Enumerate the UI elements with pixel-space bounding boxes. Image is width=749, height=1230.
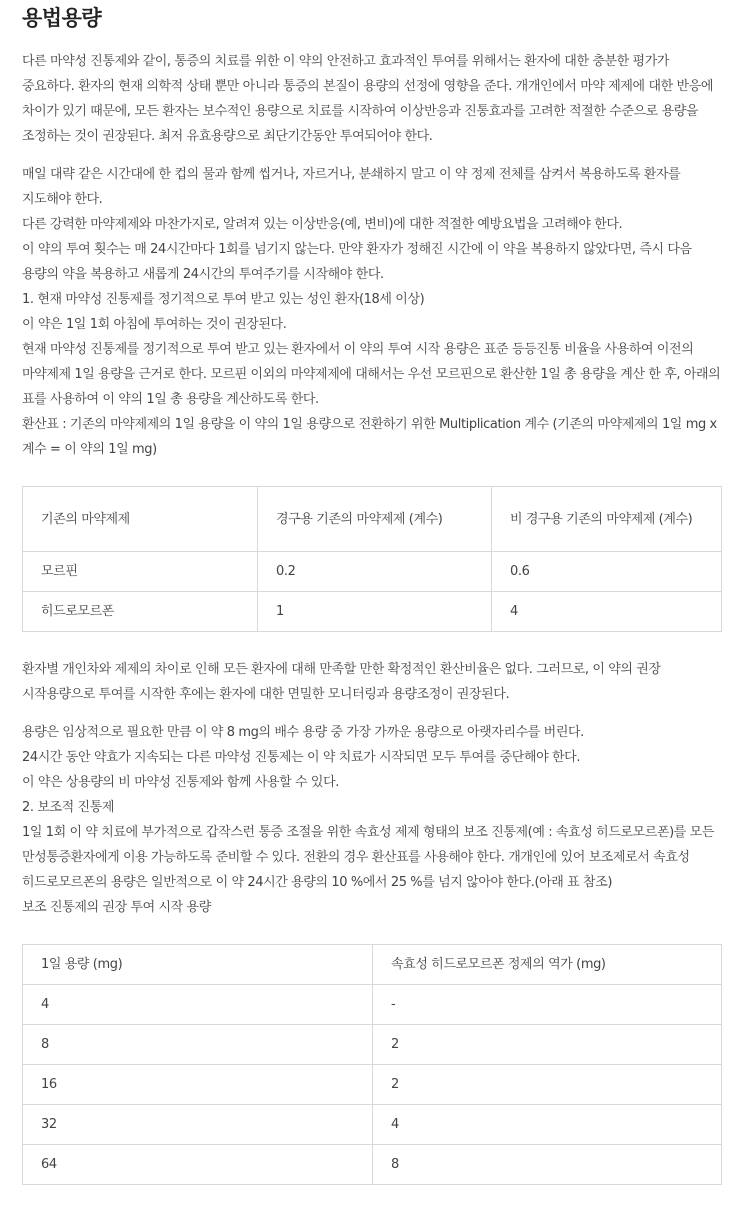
conversion-note — [22, 657, 722, 707]
dosing-line: 다른 강력한 마약제제와 마찬가지로, 알려져 있는 이상반응(예, 변비)에 대한 적절한 예방요법을 고려해야 한다. — [22, 217, 623, 232]
dosing-line: 매일 대략 같은 시간대에 한 컵의 물과 함께 씹거나, 자르거나, 분쇄하지 말고 이 약 정제 전체를 삼켜서 복용하도록 환자를 지도해야 한다. — [22, 167, 681, 207]
table-cell: 모르핀 — [23, 552, 258, 592]
table-cell: 4 — [23, 985, 373, 1025]
table-cell: 2 — [373, 1065, 722, 1105]
table-cell: 64 — [23, 1145, 373, 1185]
table-cell: 1 — [258, 592, 492, 632]
dose-note-line: 용량은 임상적으로 필요한 만큼 이 약 8 mg의 배수 용량 중 가장 가까운 용량으로 아랫자리수를 버린다. — [22, 725, 584, 740]
dose-note-line: 1일 1회 이 약 치료에 부가적으로 갑작스런 통증 조절을 위한 속효성 제제 형태의 보조 진통제(예 : 속효성 히드로모르폰)를 모든 만성통증환자에게 이용 가능하도록 준비할 수 있다. 전환의 경우 환산표를 사용해야 한다. 개개인에 있어 보조제로서 속효성 히드로모르폰의 용량은 일반적으로 이 약 24시간 용량의 10 %에서 25 %를 넘지 않아야 한다.(아래 표 참조) — [22, 825, 714, 890]
table-row — [23, 1065, 722, 1105]
table-row — [23, 1145, 722, 1185]
conversion-note-text: 환자별 개인차와 제제의 차이로 인해 모든 환자에 대해 만족할 만한 확정적인 환산비율은 없다. 그러므로, 이 약의 권장 시작용량으로 투여를 시작한 후에는 환자에 대한 면밀한 모니터링과 용량조정이 권장된다. — [22, 662, 661, 702]
table-cell: 0.2 — [258, 552, 492, 592]
dosing-line: 현재 마약성 진통제를 정기적으로 투여 받고 있는 환자에서 이 약의 투여 시작 용량은 표준 등등진통 비율을 사용하여 이전의 마약제제 1일 용량을 근거로 한다. 모르핀 이외의 마약제제에 대해서는 우선 모르핀으로 환산한 1일 총 용량을 계산 한 후, 아래의 표를 사용하여 이 약의 1일 총 용량을 계산하도록 한다. — [22, 342, 721, 407]
table-cell: 4 — [373, 1105, 722, 1145]
page-title: 용법용량 — [22, 6, 102, 30]
table-cell: 16 — [23, 1065, 373, 1105]
table-cell: 8 — [373, 1145, 722, 1185]
table-cell: - — [373, 985, 722, 1025]
intro-text: 다른 마약성 진통제와 같이, 통증의 치료를 위한 이 약의 안전하고 효과적인 투여를 위해서는 환자에 대한 충분한 평가가 중요하다. 환자의 현재 의학적 상태 뿐만 아니라 통증의 본질이 용량의 선정에 영향을 준다. 개개인에서 마약 제제에 대한 반응에 차이가 있기 때문에, 모든 환자는 보수적인 용량으로 치료를 시작하여 이상반응과 진통효과를 고려한 적절한 수준으로 용량을 조정하는 것이 권장된다. 최저 유효용량으로 최단기간동안 투여되어야 한다. — [22, 54, 713, 144]
table-row — [23, 1025, 722, 1065]
dosing-line: 1. 현재 마약성 진통제를 정기적으로 투여 받고 있는 성인 환자(18세 이상) — [22, 292, 425, 307]
table-row — [23, 592, 722, 632]
dose-note-line: 2. 보조적 진통제 — [22, 800, 115, 815]
table-row — [23, 552, 722, 592]
table-cell: 2 — [373, 1025, 722, 1065]
dose-notes-section — [22, 720, 722, 920]
table-cell: 32 — [23, 1105, 373, 1145]
conversion-table — [22, 486, 722, 632]
dosing-line: 이 약의 투여 횟수는 매 24시간마다 1회를 넘기지 않는다. 만약 환자가 정해진 시간에 이 약을 복용하지 않았다면, 즉시 다음 용량의 약을 복용하고 새롭게 24시간의 투여주기를 시작해야 한다. — [22, 242, 692, 282]
rescue-dose-table — [22, 944, 722, 1185]
table-row — [23, 1105, 722, 1145]
table-header-cell: 비 경구용 기존의 마약제제 (계수) — [492, 487, 722, 552]
table-cell: 8 — [23, 1025, 373, 1065]
table-cell: 히드로모르폰 — [23, 592, 258, 632]
table-header-cell: 기존의 마약제제 — [23, 487, 258, 552]
table-row — [23, 985, 722, 1025]
intro-paragraph — [22, 49, 722, 149]
table-cell: 0.6 — [492, 552, 722, 592]
dosing-line: 환산표 : 기존의 마약제제의 1일 용량을 이 약의 1일 용량으로 전환하기 위한 Multiplication 계수 (기존의 마약제제의 1일 mg x 계수 = 이 약의 1일 mg) — [22, 417, 717, 457]
table-cell: 4 — [492, 592, 722, 632]
dosing-line: 이 약은 1일 1회 아침에 투여하는 것이 권장된다. — [22, 317, 287, 332]
table-header-cell: 경구용 기존의 마약제제 (계수) — [258, 487, 492, 552]
table-header-row — [23, 945, 722, 985]
table-header-row — [23, 487, 722, 552]
dose-note-line: 이 약은 상용량의 비 마약성 진통제와 함께 사용할 수 있다. — [22, 775, 339, 790]
dosing-section — [22, 162, 722, 462]
table-header-cell: 속효성 히드로모르폰 정제의 역가 (mg) — [373, 945, 722, 985]
dose-note-line: 보조 진통제의 권장 투여 시작 용량 — [22, 900, 211, 915]
table-header-cell: 1일 용량 (mg) — [23, 945, 373, 985]
dose-note-line: 24시간 동안 약효가 지속되는 다른 마약성 진통제는 이 약 치료가 시작되면 모두 투여를 중단해야 한다. — [22, 750, 581, 765]
